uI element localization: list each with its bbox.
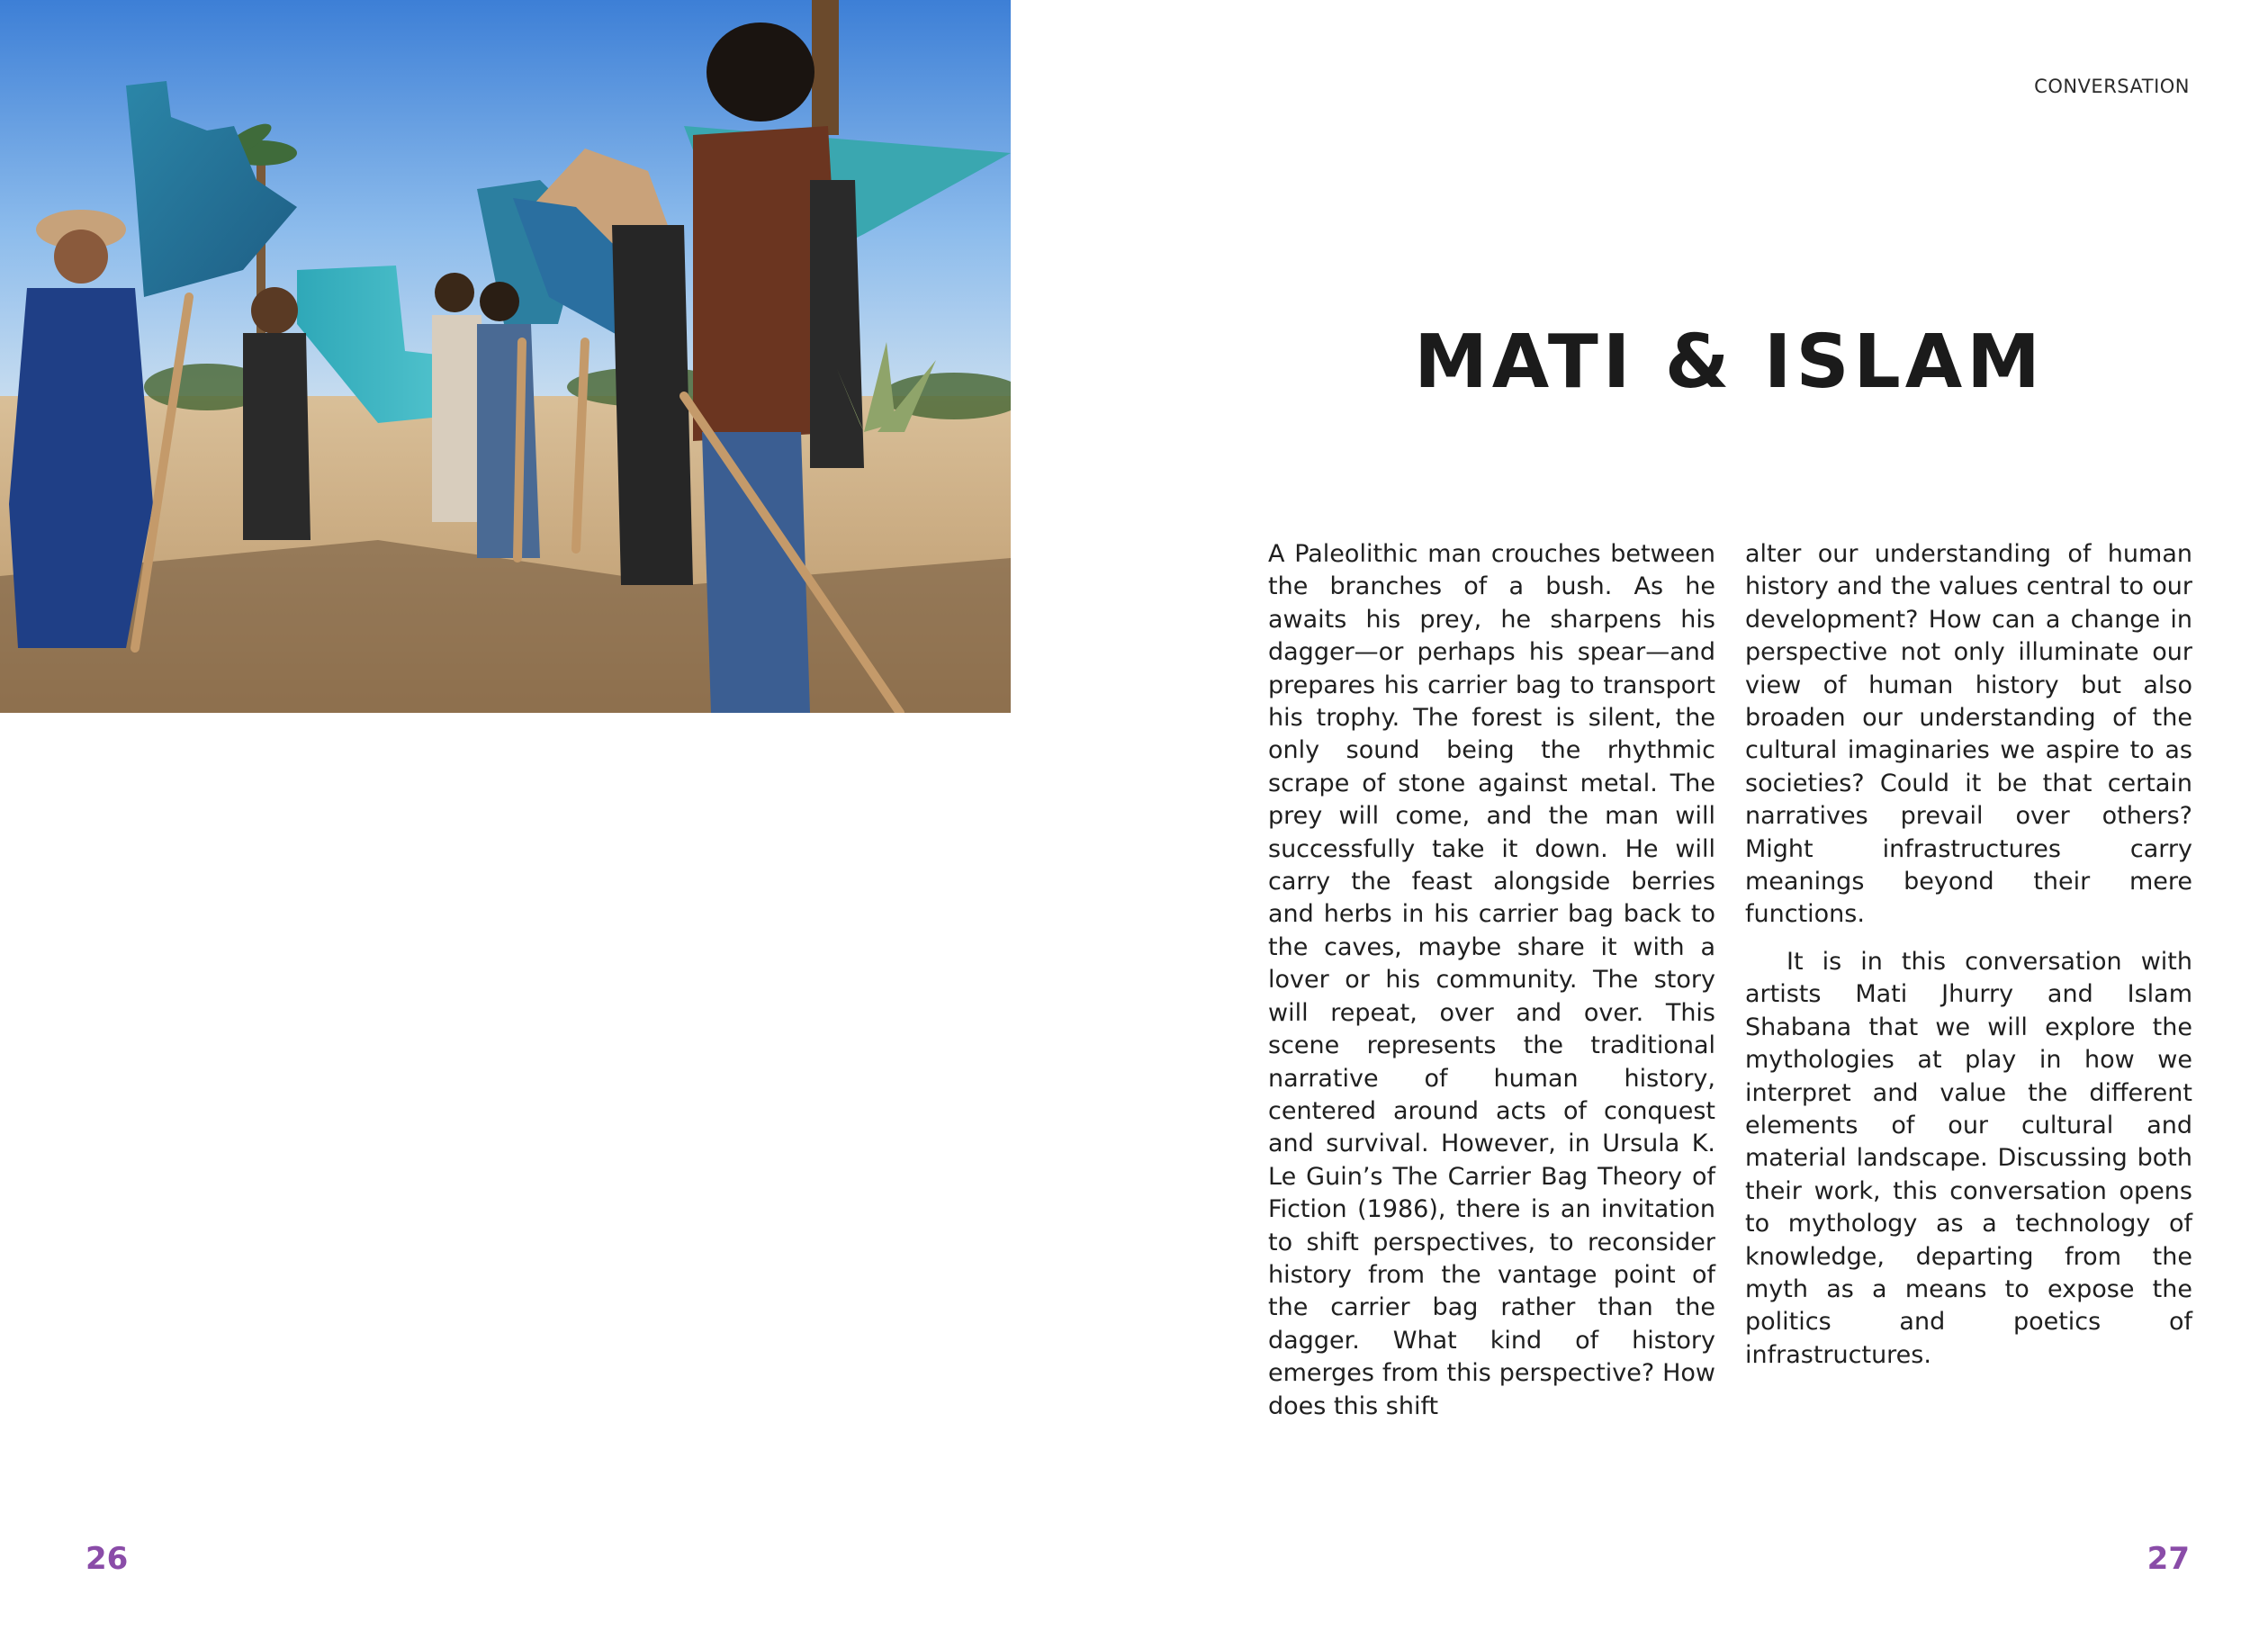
paragraph: A Paleolithic man crouches between the branches of a bush. As he awaits his prey, he sharpens his dagger—or perhaps his spear—and prepares his carrier bag to transport his trophy. The forest is silent, the only sound being the rhythmic scrape of stone against metal. The prey will come, and the man will successfully take it down. He will carry the feast alongside berries and herbs in his carrier bag back to the caves, maybe share it with a lover or his community. The story will repeat, over and over. This scene represents the traditional narrative of human history, centered around acts of conquest and survival. However, in Ursula K. Le Guin’s The Carrier Bag Theory of Fiction (1986), there is an invitation to shift perspectives, to reconsider history from the vantage point of the carrier bag rather than the dagger. What kind of history emerges from this perspective? How does this shift [1268, 540, 1715, 1420]
section-label: CONVERSATION [2034, 76, 2190, 97]
page-number-left: 26 [86, 1541, 129, 1577]
paragraph: It is in this conversation with artists Mati Jhurry and Islam Shabana that we will explore the mythologies at play in how we interpret and value the different elements of our cultural and material landscape. Discussing both their work, this conversation opens to mythology as a technology of knowledge, departing from the myth as a means to expose the politics and poetics of infrastructures. [1745, 947, 2192, 1369]
text-column-right [1745, 538, 2192, 1372]
photo-image [0, 0, 1011, 713]
article-photo [0, 0, 1011, 713]
text-column-left [1268, 538, 1715, 1423]
article-title: MATI & ISLAM [1414, 320, 2045, 405]
paragraph: alter our understanding of human history and the values central to our development? How can a change in perspective not only illuminate our view of human history but also broaden our understanding of the cultural imaginaries we aspire to as societies? Could it be that certain narratives prevail over others? Might infrastructures carry meanings beyond their mere functions. [1745, 540, 2192, 929]
page-number-right: 27 [2146, 1541, 2190, 1577]
